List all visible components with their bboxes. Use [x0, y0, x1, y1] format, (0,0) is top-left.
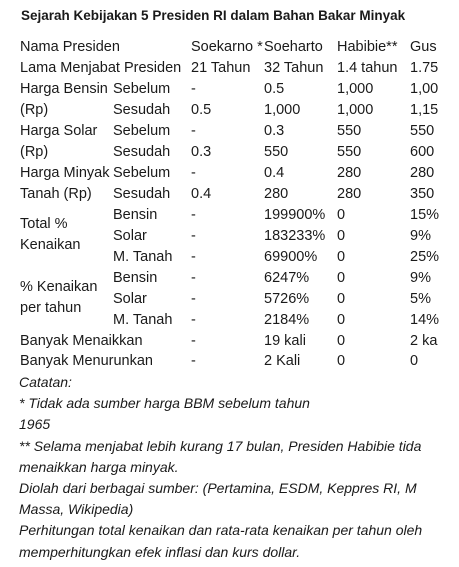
table-cell: 550	[337, 123, 362, 139]
table-cell: 2184%	[264, 312, 310, 328]
table-cell: 0	[410, 353, 419, 369]
table-cell: 1,000	[264, 102, 301, 118]
sub-label-sesudah: Sesudah	[113, 186, 171, 202]
table-cell: 9%	[410, 270, 431, 286]
table-cell: 0.3	[264, 123, 285, 139]
table-cell: 1,00	[410, 81, 439, 97]
table-cell: 550	[337, 144, 362, 160]
row-label-banyak-menurunkan: Banyak Menurunkan	[20, 353, 153, 369]
row-label-harga-bensin: Harga Bensin	[20, 81, 108, 97]
table-cell: -	[191, 123, 196, 139]
sub-label-bensin: Bensin	[113, 207, 158, 223]
table-cell: 0.4	[264, 165, 285, 181]
table-cell: 0.4	[191, 186, 212, 202]
table-cell: 183233%	[264, 228, 326, 244]
sub-label-sebelum: Sebelum	[113, 81, 171, 97]
table-cell: 15%	[410, 207, 440, 223]
table-cell: -	[191, 207, 196, 223]
table-cell: 199900%	[264, 207, 326, 223]
table-cell: -	[191, 353, 196, 369]
table-cell: 0.3	[191, 144, 212, 160]
table-cell: 0	[337, 312, 346, 328]
table-title: Sejarah Kebijakan 5 Presiden RI dalam Bahan Bakar Minyak	[21, 8, 406, 23]
table-cell: -	[191, 333, 196, 349]
table-cell: 0	[337, 270, 346, 286]
header-gus: Gus	[410, 39, 437, 55]
row-label-harga-bensin-unit: (Rp)	[20, 102, 49, 118]
sub-label-bensin: Bensin	[113, 270, 158, 286]
row-label-kenaikan-per-tahun: % Kenaikan	[20, 279, 98, 295]
table-cell: 21 Tahun	[191, 60, 251, 76]
sub-label-sesudah: Sesudah	[113, 144, 171, 160]
table-cell: 2 Kali	[264, 353, 301, 369]
sub-label-sebelum: Sebelum	[113, 123, 171, 139]
header-nama-presiden: Nama Presiden	[20, 39, 120, 55]
row-label-total-kenaikan-2: Kenaikan	[20, 237, 81, 253]
table-cell: 1.75	[410, 60, 439, 76]
row-label-harga-solar-unit: (Rp)	[20, 144, 49, 160]
row-label-total-kenaikan: Total %	[20, 216, 68, 232]
table-cell: 0	[337, 228, 346, 244]
table-cell: 280	[337, 186, 362, 202]
row-label-harga-minyak-unit: Tanah (Rp)	[20, 186, 92, 202]
note-line: ** Selama menjabat lebih kurang 17 bulan, Presiden Habibie tida	[19, 437, 422, 454]
table-cell: 550	[410, 123, 435, 139]
table-cell: 0	[337, 333, 346, 349]
note-line: Massa, Wikipedia)	[19, 501, 134, 518]
table-cell: -	[191, 312, 196, 328]
header-soeharto: Soeharto	[264, 39, 323, 55]
table-cell: 1,000	[337, 81, 374, 97]
notes-section	[19, 372, 459, 563]
header-habibie: Habibie**	[337, 39, 398, 55]
table-cell: 2 ka	[410, 333, 438, 349]
table-cell: 14%	[410, 312, 440, 328]
note-line: menaikkan harga minyak.	[19, 458, 179, 475]
table-cell: 280	[410, 165, 435, 181]
row-label-harga-solar: Harga Solar	[20, 123, 98, 139]
table-cell: -	[191, 228, 196, 244]
table-cell: 0	[337, 291, 346, 307]
sub-label-m-tanah: M. Tanah	[113, 312, 173, 328]
table-cell: 600	[410, 144, 435, 160]
table-cell: 550	[264, 144, 289, 160]
table-cell: 0.5	[191, 102, 212, 118]
table-cell: -	[191, 165, 196, 181]
table-cell: -	[191, 249, 196, 265]
table-cell: 0	[337, 207, 346, 223]
table-cell: -	[191, 81, 196, 97]
table-cell: 280	[264, 186, 289, 202]
table-cell: 5%	[410, 291, 431, 307]
table-cell: 1,000	[337, 102, 374, 118]
table-cell: 25%	[410, 249, 440, 265]
table-cell: 32 Tahun	[264, 60, 324, 76]
table-cell: 280	[337, 165, 362, 181]
note-line: Perhitungan total kenaikan dan rata-rata kenaikan per tahun oleh	[19, 522, 423, 539]
row-label-lama-menjabat: Lama Menjabat Presiden	[20, 60, 182, 76]
sub-label-sebelum: Sebelum	[113, 165, 171, 181]
table-cell: -	[191, 291, 196, 307]
row-label-banyak-menaikkan: Banyak Menaikkan	[20, 333, 143, 349]
table-cell: 1.4 tahun	[337, 60, 398, 76]
table-cell: 19 kali	[264, 333, 306, 349]
table-cell: 350	[410, 186, 435, 202]
note-line: Diolah dari berbagai sumber: (Pertamina, ESDM, Keppres RI, M	[19, 480, 417, 497]
table-cell: 5726%	[264, 291, 310, 307]
sub-label-sesudah: Sesudah	[113, 102, 171, 118]
row-label-kenaikan-per-tahun-2: per tahun	[20, 300, 82, 316]
table-cell: -	[191, 270, 196, 286]
sub-label-solar: Solar	[113, 228, 147, 244]
note-line: 1965	[19, 416, 51, 433]
table-cell: 0	[337, 249, 346, 265]
sub-label-solar: Solar	[113, 291, 147, 307]
note-line: * Tidak ada sumber harga BBM sebelum tahun	[19, 395, 310, 412]
table-cell: 0.5	[264, 81, 285, 97]
table-cell: 1,15	[410, 102, 439, 118]
notes-heading: Catatan:	[19, 374, 72, 390]
table-cell: 69900%	[264, 249, 318, 265]
table-cell: 9%	[410, 228, 431, 244]
row-label-harga-minyak: Harga Minyak	[20, 165, 110, 181]
note-line: memperhitungkan efek inflasi dan kurs dollar.	[19, 543, 301, 560]
table-cell: 6247%	[264, 270, 310, 286]
sub-label-m-tanah: M. Tanah	[113, 249, 173, 265]
header-soekarno: Soekarno *	[191, 39, 263, 55]
table-cell: 0	[337, 353, 346, 369]
